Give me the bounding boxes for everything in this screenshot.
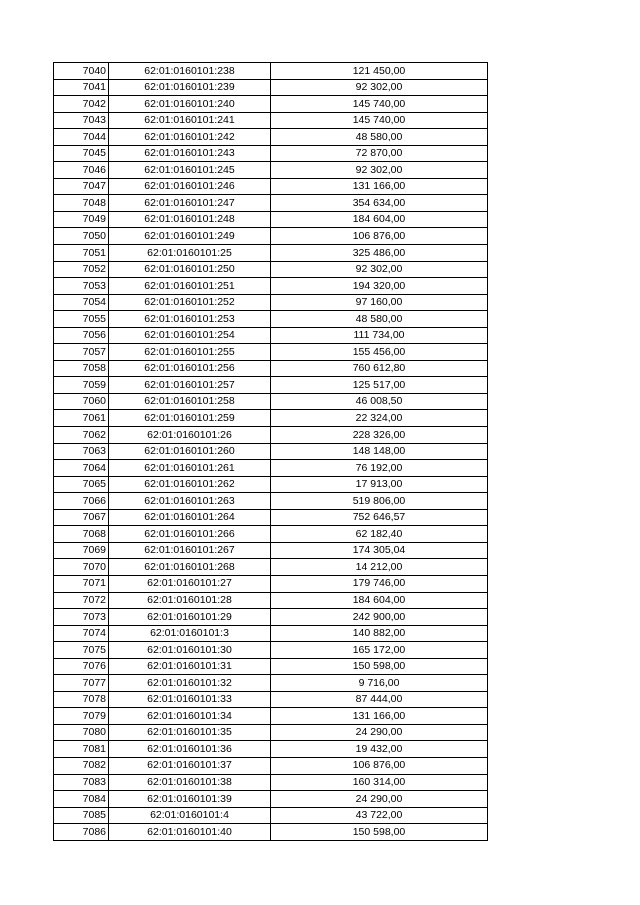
table-row (54, 129, 488, 146)
cadastral-value-cell: 140 882,00 (271, 625, 488, 642)
cadastral-value-cell: 131 166,00 (271, 178, 488, 195)
row-number-cell: 7074 (54, 625, 109, 642)
table-row (54, 443, 488, 460)
row-number-cell: 7048 (54, 195, 109, 212)
table-row (54, 642, 488, 659)
row-number-cell: 7085 (54, 807, 109, 824)
cadastral-value-table (53, 62, 488, 841)
cadastral-number-cell: 62:01:0160101:37 (109, 757, 271, 774)
cadastral-value-cell: 150 598,00 (271, 824, 488, 841)
table-row (54, 311, 488, 328)
cadastral-value-cell: 62 182,40 (271, 526, 488, 543)
table-row (54, 575, 488, 592)
table-row (54, 476, 488, 493)
table-row (54, 592, 488, 609)
row-number-cell: 7068 (54, 526, 109, 543)
cadastral-number-cell: 62:01:0160101:260 (109, 443, 271, 460)
cadastral-number-cell: 62:01:0160101:33 (109, 691, 271, 708)
table-row (54, 708, 488, 725)
cadastral-number-cell: 62:01:0160101:245 (109, 162, 271, 179)
table-row (54, 509, 488, 526)
cadastral-number-cell: 62:01:0160101:258 (109, 393, 271, 410)
cadastral-value-cell: 165 172,00 (271, 642, 488, 659)
row-number-cell: 7084 (54, 791, 109, 808)
cadastral-value-cell: 22 324,00 (271, 410, 488, 427)
row-number-cell: 7053 (54, 278, 109, 295)
cadastral-value-cell: 106 876,00 (271, 757, 488, 774)
cadastral-number-cell: 62:01:0160101:32 (109, 675, 271, 692)
table-row (54, 675, 488, 692)
table-row (54, 360, 488, 377)
cadastral-number-cell: 62:01:0160101:248 (109, 211, 271, 228)
row-number-cell: 7062 (54, 427, 109, 444)
cadastral-number-cell: 62:01:0160101:25 (109, 245, 271, 262)
table-row (54, 774, 488, 791)
table-row (54, 112, 488, 129)
row-number-cell: 7079 (54, 708, 109, 725)
cadastral-value-cell: 106 876,00 (271, 228, 488, 245)
table-row (54, 757, 488, 774)
cadastral-number-cell: 62:01:0160101:242 (109, 129, 271, 146)
row-number-cell: 7056 (54, 327, 109, 344)
cadastral-value-cell: 72 870,00 (271, 145, 488, 162)
table-body (54, 63, 488, 841)
row-number-cell: 7044 (54, 129, 109, 146)
row-number-cell: 7040 (54, 63, 109, 80)
table-row (54, 278, 488, 295)
table-row (54, 327, 488, 344)
cadastral-value-cell: 24 290,00 (271, 791, 488, 808)
cadastral-number-cell: 62:01:0160101:243 (109, 145, 271, 162)
row-number-cell: 7059 (54, 377, 109, 394)
table-row (54, 658, 488, 675)
cadastral-number-cell: 62:01:0160101:254 (109, 327, 271, 344)
cadastral-value-cell: 145 740,00 (271, 112, 488, 129)
row-number-cell: 7043 (54, 112, 109, 129)
row-number-cell: 7077 (54, 675, 109, 692)
cadastral-value-cell: 194 320,00 (271, 278, 488, 295)
table-row (54, 377, 488, 394)
table-row (54, 542, 488, 559)
cadastral-value-cell: 228 326,00 (271, 427, 488, 444)
cadastral-number-cell: 62:01:0160101:239 (109, 79, 271, 96)
table-row (54, 427, 488, 444)
row-number-cell: 7054 (54, 294, 109, 311)
cadastral-number-cell: 62:01:0160101:263 (109, 493, 271, 510)
cadastral-value-cell: 14 212,00 (271, 559, 488, 576)
row-number-cell: 7047 (54, 178, 109, 195)
cadastral-value-cell: 519 806,00 (271, 493, 488, 510)
row-number-cell: 7071 (54, 575, 109, 592)
cadastral-value-cell: 125 517,00 (271, 377, 488, 394)
table-row (54, 211, 488, 228)
row-number-cell: 7066 (54, 493, 109, 510)
cadastral-number-cell: 62:01:0160101:27 (109, 575, 271, 592)
row-number-cell: 7065 (54, 476, 109, 493)
table-row (54, 609, 488, 626)
row-number-cell: 7081 (54, 741, 109, 758)
cadastral-number-cell: 62:01:0160101:26 (109, 427, 271, 444)
table-row (54, 228, 488, 245)
table-row (54, 96, 488, 113)
table-row (54, 824, 488, 841)
cadastral-value-cell: 752 646,57 (271, 509, 488, 526)
cadastral-number-cell: 62:01:0160101:3 (109, 625, 271, 642)
cadastral-number-cell: 62:01:0160101:38 (109, 774, 271, 791)
table-row (54, 807, 488, 824)
cadastral-number-cell: 62:01:0160101:238 (109, 63, 271, 80)
row-number-cell: 7078 (54, 691, 109, 708)
row-number-cell: 7049 (54, 211, 109, 228)
table-row (54, 245, 488, 262)
row-number-cell: 7082 (54, 757, 109, 774)
row-number-cell: 7052 (54, 261, 109, 278)
cadastral-number-cell: 62:01:0160101:4 (109, 807, 271, 824)
table-row (54, 410, 488, 427)
table-row (54, 178, 488, 195)
row-number-cell: 7055 (54, 311, 109, 328)
cadastral-value-cell: 155 456,00 (271, 344, 488, 361)
row-number-cell: 7063 (54, 443, 109, 460)
cadastral-number-cell: 62:01:0160101:267 (109, 542, 271, 559)
row-number-cell: 7060 (54, 393, 109, 410)
table-row (54, 393, 488, 410)
cadastral-number-cell: 62:01:0160101:261 (109, 460, 271, 477)
row-number-cell: 7050 (54, 228, 109, 245)
row-number-cell: 7041 (54, 79, 109, 96)
table-row (54, 493, 488, 510)
cadastral-value-cell: 325 486,00 (271, 245, 488, 262)
row-number-cell: 7064 (54, 460, 109, 477)
row-number-cell: 7061 (54, 410, 109, 427)
cadastral-value-cell: 19 432,00 (271, 741, 488, 758)
cadastral-value-cell: 111 734,00 (271, 327, 488, 344)
row-number-cell: 7067 (54, 509, 109, 526)
cadastral-value-cell: 131 166,00 (271, 708, 488, 725)
table-row (54, 724, 488, 741)
row-number-cell: 7042 (54, 96, 109, 113)
cadastral-number-cell: 62:01:0160101:247 (109, 195, 271, 212)
cadastral-number-cell: 62:01:0160101:28 (109, 592, 271, 609)
cadastral-number-cell: 62:01:0160101:256 (109, 360, 271, 377)
table-row (54, 460, 488, 477)
cadastral-number-cell: 62:01:0160101:240 (109, 96, 271, 113)
cadastral-value-cell: 184 604,00 (271, 211, 488, 228)
row-number-cell: 7051 (54, 245, 109, 262)
table-row (54, 79, 488, 96)
cadastral-number-cell: 62:01:0160101:246 (109, 178, 271, 195)
cadastral-number-cell: 62:01:0160101:264 (109, 509, 271, 526)
table-row (54, 294, 488, 311)
table-row (54, 344, 488, 361)
cadastral-value-cell: 9 716,00 (271, 675, 488, 692)
cadastral-value-cell: 179 746,00 (271, 575, 488, 592)
cadastral-value-cell: 242 900,00 (271, 609, 488, 626)
table-row (54, 162, 488, 179)
cadastral-value-cell: 184 604,00 (271, 592, 488, 609)
cadastral-value-cell: 174 305,04 (271, 542, 488, 559)
cadastral-value-cell: 92 302,00 (271, 261, 488, 278)
cadastral-value-cell: 24 290,00 (271, 724, 488, 741)
cadastral-value-cell: 87 444,00 (271, 691, 488, 708)
cadastral-number-cell: 62:01:0160101:31 (109, 658, 271, 675)
table-row (54, 261, 488, 278)
cadastral-number-cell: 62:01:0160101:262 (109, 476, 271, 493)
cadastral-value-cell: 46 008,50 (271, 393, 488, 410)
cadastral-number-cell: 62:01:0160101:251 (109, 278, 271, 295)
cadastral-number-cell: 62:01:0160101:250 (109, 261, 271, 278)
cadastral-number-cell: 62:01:0160101:39 (109, 791, 271, 808)
row-number-cell: 7045 (54, 145, 109, 162)
cadastral-number-cell: 62:01:0160101:266 (109, 526, 271, 543)
cadastral-value-cell: 121 450,00 (271, 63, 488, 80)
cadastral-value-cell: 145 740,00 (271, 96, 488, 113)
cadastral-value-cell: 92 302,00 (271, 79, 488, 96)
row-number-cell: 7072 (54, 592, 109, 609)
table-row (54, 741, 488, 758)
row-number-cell: 7057 (54, 344, 109, 361)
cadastral-number-cell: 62:01:0160101:30 (109, 642, 271, 659)
cadastral-value-cell: 17 913,00 (271, 476, 488, 493)
row-number-cell: 7080 (54, 724, 109, 741)
cadastral-number-cell: 62:01:0160101:40 (109, 824, 271, 841)
row-number-cell: 7058 (54, 360, 109, 377)
cadastral-value-cell: 354 634,00 (271, 195, 488, 212)
cadastral-value-cell: 97 160,00 (271, 294, 488, 311)
cadastral-number-cell: 62:01:0160101:259 (109, 410, 271, 427)
cadastral-number-cell: 62:01:0160101:29 (109, 609, 271, 626)
cadastral-value-cell: 92 302,00 (271, 162, 488, 179)
cadastral-value-cell: 43 722,00 (271, 807, 488, 824)
row-number-cell: 7070 (54, 559, 109, 576)
row-number-cell: 7086 (54, 824, 109, 841)
cadastral-number-cell: 62:01:0160101:34 (109, 708, 271, 725)
cadastral-number-cell: 62:01:0160101:249 (109, 228, 271, 245)
row-number-cell: 7046 (54, 162, 109, 179)
cadastral-value-cell: 48 580,00 (271, 311, 488, 328)
cadastral-number-cell: 62:01:0160101:252 (109, 294, 271, 311)
cadastral-number-cell: 62:01:0160101:257 (109, 377, 271, 394)
table-row (54, 526, 488, 543)
cadastral-value-cell: 148 148,00 (271, 443, 488, 460)
table-row (54, 559, 488, 576)
table-row (54, 625, 488, 642)
cadastral-value-cell: 150 598,00 (271, 658, 488, 675)
cadastral-number-cell: 62:01:0160101:253 (109, 311, 271, 328)
row-number-cell: 7069 (54, 542, 109, 559)
cadastral-value-cell: 160 314,00 (271, 774, 488, 791)
cadastral-number-cell: 62:01:0160101:36 (109, 741, 271, 758)
row-number-cell: 7083 (54, 774, 109, 791)
cadastral-value-cell: 760 612,80 (271, 360, 488, 377)
row-number-cell: 7075 (54, 642, 109, 659)
cadastral-number-cell: 62:01:0160101:35 (109, 724, 271, 741)
cadastral-value-cell: 48 580,00 (271, 129, 488, 146)
row-number-cell: 7076 (54, 658, 109, 675)
table-row (54, 195, 488, 212)
table-row (54, 691, 488, 708)
cadastral-number-cell: 62:01:0160101:255 (109, 344, 271, 361)
table-row (54, 63, 488, 80)
cadastral-value-cell: 76 192,00 (271, 460, 488, 477)
cadastral-number-cell: 62:01:0160101:241 (109, 112, 271, 129)
table-row (54, 145, 488, 162)
row-number-cell: 7073 (54, 609, 109, 626)
cadastral-number-cell: 62:01:0160101:268 (109, 559, 271, 576)
table-row (54, 791, 488, 808)
